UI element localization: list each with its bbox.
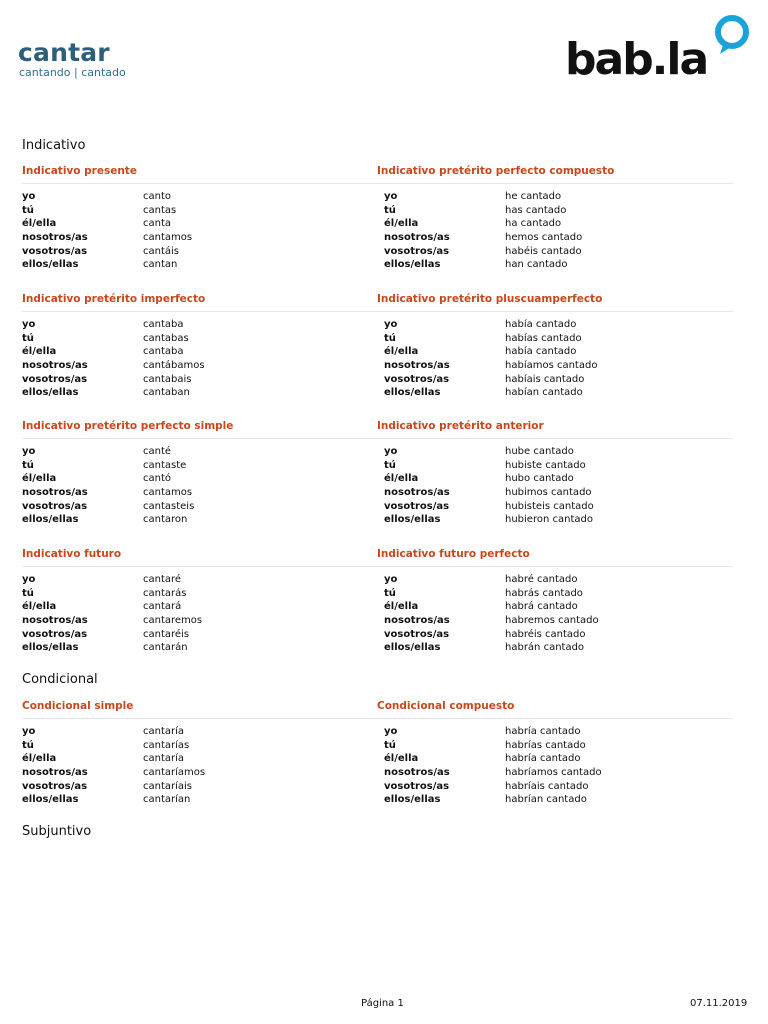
pronoun: nosotros/as bbox=[22, 487, 88, 499]
conjugated-form: cantaría bbox=[143, 753, 185, 765]
pronoun: vosotros/as bbox=[22, 780, 88, 792]
conjugated-form: había cantado bbox=[505, 319, 577, 330]
conjugated-form: habré cantado bbox=[505, 574, 578, 585]
conjugation-row bbox=[377, 217, 733, 231]
tense-table-ind-presente bbox=[22, 165, 378, 272]
pronoun: vosotros/as bbox=[22, 500, 88, 512]
conjugation-row bbox=[377, 204, 733, 218]
pronoun: vosotros/as bbox=[384, 628, 450, 640]
pronoun: nosotros/as bbox=[22, 232, 88, 244]
verb-forms: cantando | cantado bbox=[19, 66, 126, 79]
conjugated-form: cantabais bbox=[143, 373, 192, 385]
conjugation-row bbox=[22, 373, 378, 387]
conjugation-row bbox=[377, 780, 733, 794]
conjugated-form: cantáis bbox=[143, 245, 180, 257]
conjugated-form: he cantado bbox=[505, 191, 562, 202]
pronoun: tú bbox=[22, 587, 34, 599]
pronoun: ellos/ellas bbox=[384, 794, 441, 806]
pronoun: él/ella bbox=[22, 218, 57, 230]
conjugation-row bbox=[377, 628, 733, 642]
conjugated-form: cantaremos bbox=[143, 615, 203, 627]
conjugated-form: habrías cantado bbox=[505, 739, 586, 751]
conjugation-row bbox=[377, 500, 733, 514]
conjugation-row bbox=[22, 573, 378, 587]
conjugation-row bbox=[377, 318, 733, 332]
conjugated-form: habríais cantado bbox=[505, 780, 589, 792]
pronoun: yo bbox=[22, 726, 36, 737]
conjugated-form: cantábamos bbox=[143, 360, 205, 372]
conjugation-row bbox=[377, 231, 733, 245]
tense-title: Indicativo futuro perfecto bbox=[377, 548, 733, 567]
conjugation-row bbox=[22, 752, 378, 766]
pronoun: yo bbox=[22, 574, 36, 585]
pronoun: él/ella bbox=[384, 473, 419, 485]
conjugation-row bbox=[377, 190, 733, 204]
pronoun: yo bbox=[22, 191, 36, 202]
conjugation-row bbox=[22, 318, 378, 332]
conjugation-row bbox=[22, 513, 378, 527]
tense-title: Condicional compuesto bbox=[377, 700, 733, 719]
tense-title: Indicativo pretérito perfecto compuesto bbox=[377, 165, 733, 184]
conjugation-row bbox=[22, 245, 378, 259]
pronoun: yo bbox=[22, 446, 36, 457]
page-header bbox=[0, 0, 768, 100]
pronoun: yo bbox=[384, 446, 398, 457]
pronoun: tú bbox=[22, 204, 34, 216]
conjugation-row bbox=[377, 472, 733, 486]
pronoun: él/ella bbox=[22, 346, 57, 358]
tense-table-ind-futuro bbox=[22, 548, 378, 655]
conjugated-form: hube cantado bbox=[505, 446, 574, 457]
pronoun: ellos/ellas bbox=[384, 259, 441, 271]
export-date: 07.11.2019 bbox=[690, 998, 748, 1009]
conjugation-row bbox=[377, 386, 733, 400]
pronoun: yo bbox=[384, 319, 398, 330]
conjugated-form: cantarán bbox=[143, 642, 188, 654]
conjugation-row bbox=[22, 486, 378, 500]
conjugated-form: cantarías bbox=[143, 739, 190, 751]
section-indicativo: Indicativo bbox=[22, 138, 86, 153]
verb-title: cantar bbox=[18, 38, 110, 67]
conjugated-form: habrá cantado bbox=[505, 601, 578, 613]
conjugation-row bbox=[377, 614, 733, 628]
conjugated-form: han cantado bbox=[505, 259, 568, 271]
conjugated-form: cantó bbox=[143, 473, 172, 485]
conjugated-form: hubisteis cantado bbox=[505, 500, 594, 512]
conjugation-row bbox=[377, 752, 733, 766]
pronoun: vosotros/as bbox=[22, 628, 88, 640]
conjugated-form: había cantado bbox=[505, 346, 577, 358]
pronoun: vosotros/as bbox=[22, 245, 88, 257]
pronoun: vosotros/as bbox=[384, 780, 450, 792]
conjugation-row bbox=[377, 332, 733, 346]
conjugation-row bbox=[22, 600, 378, 614]
conjugated-form: habías cantado bbox=[505, 332, 582, 344]
conjugated-form: canté bbox=[143, 446, 172, 457]
conjugated-form: cantasteis bbox=[143, 500, 195, 512]
conjugated-form: habíais cantado bbox=[505, 373, 585, 385]
pronoun: ellos/ellas bbox=[22, 642, 79, 654]
conjugation-row bbox=[377, 573, 733, 587]
tense-table-cond-simple bbox=[22, 700, 378, 807]
conjugated-form: cantamos bbox=[143, 232, 193, 244]
conjugated-form: cantará bbox=[143, 601, 182, 613]
conjugation-row bbox=[377, 766, 733, 780]
conjugation-row bbox=[22, 386, 378, 400]
conjugation-row bbox=[22, 332, 378, 346]
tense-title: Indicativo pretérito anterior bbox=[377, 420, 733, 439]
pronoun: vosotros/as bbox=[384, 500, 450, 512]
pronoun: vosotros/as bbox=[384, 245, 450, 257]
tense-table-cond-comp bbox=[377, 700, 733, 807]
pronoun: tú bbox=[384, 587, 396, 599]
pronoun: él/ella bbox=[22, 753, 57, 765]
conjugation-row bbox=[22, 641, 378, 655]
tense-title: Indicativo pretérito perfecto simple bbox=[22, 420, 378, 439]
conjugated-form: habremos cantado bbox=[505, 615, 599, 627]
pronoun: vosotros/as bbox=[384, 373, 450, 385]
conjugated-form: cantan bbox=[143, 259, 178, 271]
conjugation-row bbox=[22, 628, 378, 642]
conjugation-row bbox=[377, 345, 733, 359]
conjugation-row bbox=[22, 445, 378, 459]
conjugation-row bbox=[377, 445, 733, 459]
conjugation-row bbox=[22, 258, 378, 272]
pronoun: vosotros/as bbox=[22, 373, 88, 385]
page-number: Página 1 bbox=[361, 998, 404, 1009]
conjugation-row bbox=[377, 486, 733, 500]
conjugated-form: habéis cantado bbox=[505, 245, 582, 257]
pronoun: ellos/ellas bbox=[384, 387, 441, 399]
conjugation-row bbox=[22, 725, 378, 739]
conjugated-form: habíamos cantado bbox=[505, 360, 598, 372]
section-condicional: Condicional bbox=[22, 672, 98, 687]
pronoun: nosotros/as bbox=[22, 615, 88, 627]
conjugated-form: cantaré bbox=[143, 574, 182, 585]
conjugation-row bbox=[22, 345, 378, 359]
conjugated-form: has cantado bbox=[505, 204, 567, 216]
pronoun: nosotros/as bbox=[384, 487, 450, 499]
pronoun: ellos/ellas bbox=[22, 387, 79, 399]
conjugation-row bbox=[22, 190, 378, 204]
conjugated-form: cantaron bbox=[143, 514, 188, 526]
pronoun: yo bbox=[384, 191, 398, 202]
pronoun: nosotros/as bbox=[384, 232, 450, 244]
pronoun: yo bbox=[384, 726, 398, 737]
conjugation-row bbox=[377, 725, 733, 739]
pronoun: ellos/ellas bbox=[384, 642, 441, 654]
conjugated-form: cantaba bbox=[143, 319, 184, 330]
conjugation-row bbox=[22, 739, 378, 753]
conjugated-form: hubiste cantado bbox=[505, 459, 586, 471]
conjugated-form: cantaríamos bbox=[143, 767, 206, 779]
conjugation-row bbox=[377, 359, 733, 373]
conjugation-row bbox=[377, 459, 733, 473]
conjugation-row bbox=[377, 641, 733, 655]
conjugated-form: cantaría bbox=[143, 726, 185, 737]
conjugated-form: habían cantado bbox=[505, 387, 583, 399]
tense-table-ind-perf-comp bbox=[377, 165, 733, 272]
conjugation-row bbox=[377, 513, 733, 527]
conjugated-form: cantaban bbox=[143, 387, 190, 399]
tense-title: Indicativo presente bbox=[22, 165, 378, 184]
tense-title: Indicativo pretérito imperfecto bbox=[22, 293, 378, 312]
speech-bubble-icon bbox=[712, 14, 752, 58]
conjugation-row bbox=[377, 587, 733, 601]
conjugation-row bbox=[22, 587, 378, 601]
conjugation-row bbox=[377, 793, 733, 807]
conjugated-form: hubieron cantado bbox=[505, 514, 593, 526]
conjugated-form: cantaréis bbox=[143, 628, 190, 640]
conjugated-form: cantaba bbox=[143, 346, 184, 358]
pronoun: nosotros/as bbox=[384, 767, 450, 779]
conjugated-form: cantaríais bbox=[143, 780, 193, 792]
pronoun: él/ella bbox=[22, 473, 57, 485]
pronoun: tú bbox=[384, 739, 396, 751]
conjugated-form: habría cantado bbox=[505, 753, 581, 765]
pronoun: tú bbox=[22, 332, 34, 344]
tense-table-ind-perf-simple bbox=[22, 420, 378, 527]
conjugation-row bbox=[22, 766, 378, 780]
pronoun: él/ella bbox=[384, 346, 419, 358]
conjugation-row bbox=[22, 359, 378, 373]
tense-title: Condicional simple bbox=[22, 700, 378, 719]
conjugation-row bbox=[377, 739, 733, 753]
conjugation-row bbox=[22, 780, 378, 794]
conjugated-form: habrás cantado bbox=[505, 587, 583, 599]
pronoun: ellos/ellas bbox=[22, 794, 79, 806]
conjugated-form: habríamos cantado bbox=[505, 767, 602, 779]
pronoun: tú bbox=[384, 332, 396, 344]
tense-table-ind-imperfecto bbox=[22, 293, 378, 400]
tense-table-ind-plusc bbox=[377, 293, 733, 400]
conjugated-form: cantaste bbox=[143, 459, 187, 471]
conjugated-form: habrán cantado bbox=[505, 642, 585, 654]
pronoun: nosotros/as bbox=[384, 615, 450, 627]
conjugation-row bbox=[22, 614, 378, 628]
conjugated-form: cantas bbox=[143, 204, 177, 216]
conjugated-form: hubimos cantado bbox=[505, 487, 592, 499]
pronoun: él/ella bbox=[384, 218, 419, 230]
conjugated-form: hemos cantado bbox=[505, 232, 583, 244]
conjugated-form: cantarían bbox=[143, 794, 191, 806]
pronoun: nosotros/as bbox=[22, 360, 88, 372]
conjugated-form: habréis cantado bbox=[505, 628, 586, 640]
conjugation-row bbox=[22, 204, 378, 218]
conjugation-row bbox=[22, 217, 378, 231]
conjugated-form: cantamos bbox=[143, 487, 193, 499]
pronoun: yo bbox=[384, 574, 398, 585]
babla-logo bbox=[565, 14, 755, 84]
conjugation-row bbox=[22, 459, 378, 473]
conjugated-form: cantarás bbox=[143, 587, 187, 599]
pronoun: yo bbox=[22, 319, 36, 330]
pronoun: él/ella bbox=[384, 753, 419, 765]
conjugated-form: hubo cantado bbox=[505, 473, 574, 485]
conjugation-row bbox=[22, 793, 378, 807]
tense-title: Indicativo pretérito pluscuamperfecto bbox=[377, 293, 733, 312]
tense-title: Indicativo futuro bbox=[22, 548, 378, 567]
pronoun: ellos/ellas bbox=[22, 514, 79, 526]
pronoun: tú bbox=[384, 459, 396, 471]
conjugation-row bbox=[377, 258, 733, 272]
conjugation-row bbox=[22, 231, 378, 245]
conjugation-row bbox=[22, 472, 378, 486]
tense-table-ind-anterior bbox=[377, 420, 733, 527]
conjugated-form: canta bbox=[143, 218, 172, 230]
pronoun: tú bbox=[22, 459, 34, 471]
pronoun: él/ella bbox=[22, 601, 57, 613]
pronoun: tú bbox=[384, 204, 396, 216]
conjugated-form: cantabas bbox=[143, 332, 189, 344]
section-subjuntivo: Subjuntivo bbox=[22, 824, 92, 839]
tense-table-ind-fut-perf bbox=[377, 548, 733, 655]
pronoun: él/ella bbox=[384, 601, 419, 613]
pronoun: nosotros/as bbox=[384, 360, 450, 372]
pronoun: ellos/ellas bbox=[22, 259, 79, 271]
pronoun: nosotros/as bbox=[22, 767, 88, 779]
conjugated-form: habrían cantado bbox=[505, 794, 587, 806]
conjugation-row bbox=[377, 600, 733, 614]
conjugated-form: habría cantado bbox=[505, 726, 581, 737]
logo-text: bab.la bbox=[565, 34, 708, 85]
conjugation-row bbox=[22, 500, 378, 514]
conjugated-form: canto bbox=[143, 191, 172, 202]
conjugation-row bbox=[377, 245, 733, 259]
pronoun: tú bbox=[22, 739, 34, 751]
conjugation-row bbox=[377, 373, 733, 387]
conjugated-form: ha cantado bbox=[505, 218, 562, 230]
pronoun: ellos/ellas bbox=[384, 514, 441, 526]
